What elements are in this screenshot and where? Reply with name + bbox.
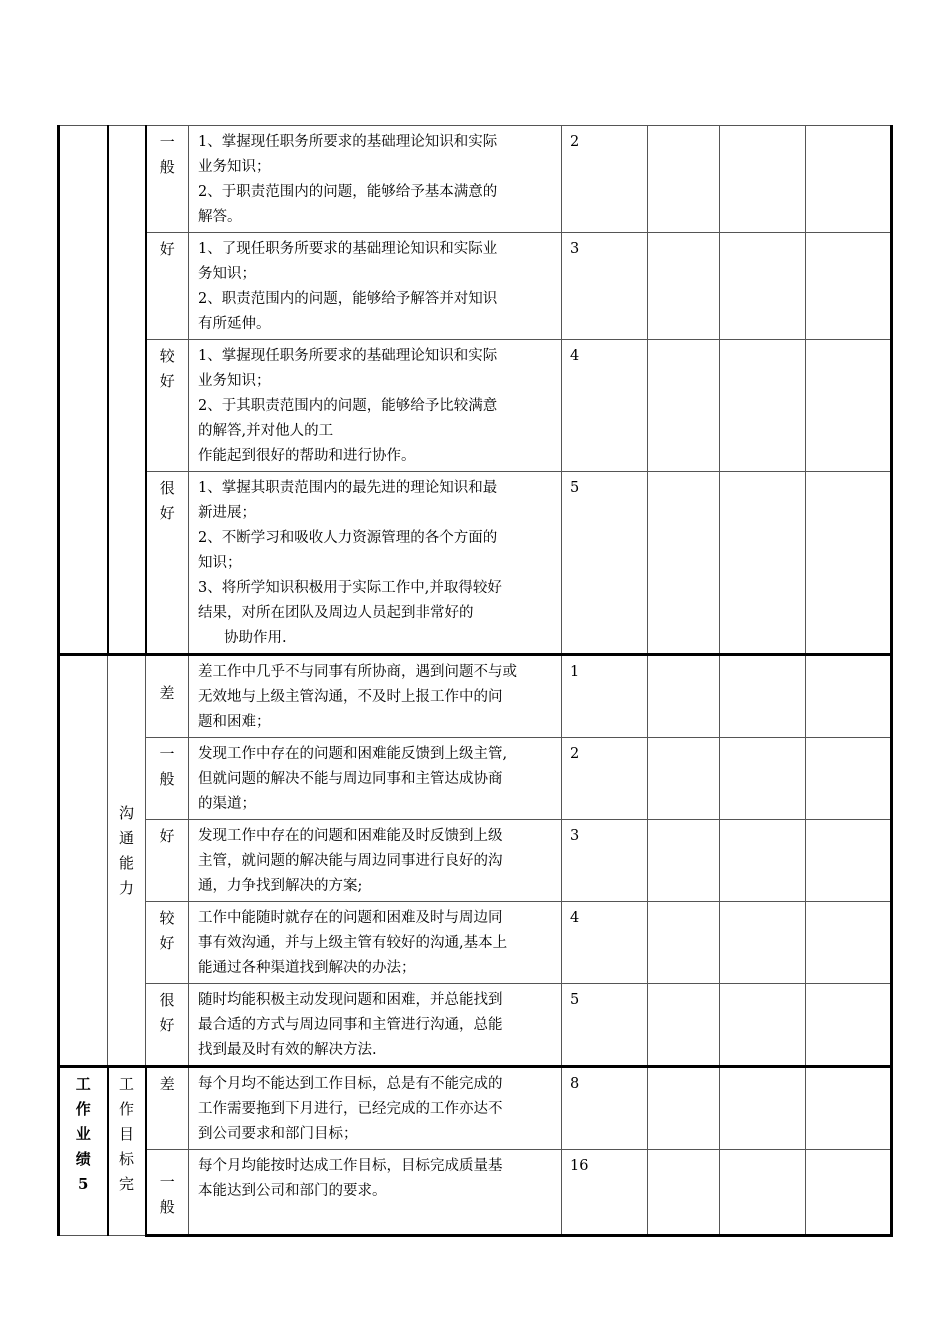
- score-cell: 5: [562, 472, 648, 655]
- level-label-char: 好: [159, 934, 175, 952]
- blank-cell: [806, 340, 892, 472]
- level-label-char: 好: [159, 504, 175, 522]
- description-line: 通，力争找到解决的方案;: [198, 878, 363, 894]
- blank-cell: [648, 1150, 720, 1236]
- level-label-char: 般: [159, 770, 175, 788]
- table-row: [59, 738, 892, 820]
- level-cell: [146, 820, 189, 902]
- blank-cell: [720, 472, 806, 655]
- description-line: 无效地与上级主管沟通，不及时上报工作中的问: [198, 689, 503, 705]
- blank-cell: [806, 233, 892, 340]
- communication-label: [108, 656, 145, 901]
- description-line: 每个月均能按时达成工作目标，目标完成质量基: [198, 1158, 503, 1174]
- description-line: 1、掌握其职责范围内的最先进的理论知识和最: [198, 480, 498, 496]
- description-line: 每个月均不能达到工作目标，总是有不能完成的: [198, 1076, 503, 1092]
- blank-cell: [720, 1067, 806, 1150]
- blank-cell: [720, 655, 806, 738]
- table-row: [59, 1150, 892, 1236]
- performance-category-char: 作: [75, 1100, 91, 1118]
- score-cell: 8: [562, 1067, 648, 1150]
- table-row: [59, 655, 892, 738]
- description-cell: [189, 340, 562, 472]
- description-line: 的渠道；: [198, 796, 256, 812]
- description-line: 随时均能积极主动发现问题和困难，并总能找到: [198, 992, 503, 1008]
- sub-category-cell: [108, 655, 146, 1067]
- level-cell: [146, 340, 189, 472]
- level-label-char: 一: [159, 1173, 175, 1191]
- level-cell: [146, 1067, 189, 1150]
- description-line: 1、了现任职务所要求的基础理论知识和实际业: [198, 241, 498, 257]
- level-cell: [146, 1150, 189, 1236]
- level-cell: [146, 472, 189, 655]
- score-cell: 5: [562, 984, 648, 1067]
- blank-cell: [720, 738, 806, 820]
- blank-cell: [806, 126, 892, 233]
- level-label-char: 一: [159, 745, 175, 763]
- blank-cell: [648, 472, 720, 655]
- level-cell: [146, 984, 189, 1067]
- table-row: [59, 233, 892, 340]
- score-cell: 2: [562, 738, 648, 820]
- score-cell: 16: [562, 1150, 648, 1236]
- description-cell: [189, 126, 562, 233]
- description-line: 但就问题的解决不能与周边同事和主管达成协商: [198, 771, 503, 787]
- description-line: 业务知识；: [198, 159, 271, 175]
- description-cell: [189, 902, 562, 984]
- blank-cell: [648, 738, 720, 820]
- blank-cell: [648, 126, 720, 233]
- description-line: 2、不断学习和吸收人力资源管理的各个方面的: [198, 530, 498, 546]
- level-label-char: 较: [159, 909, 175, 927]
- table-row: [59, 820, 892, 902]
- level-cell: [146, 655, 189, 738]
- table-body: [59, 126, 892, 1236]
- level-cell: [146, 738, 189, 820]
- description-line: 到公司要求和部门目标；: [198, 1126, 358, 1142]
- communication-label-char: 沟: [118, 804, 134, 822]
- description-line: 找到最及时有效的解决方法.: [198, 1042, 377, 1058]
- communication-label-char: 通: [118, 829, 134, 847]
- description-line: 业务知识；: [198, 373, 271, 389]
- blank-cell: [648, 233, 720, 340]
- description-line: 工作中能随时就存在的问题和困难及时与周边同: [198, 910, 503, 926]
- blank-cell: [720, 126, 806, 233]
- level-label-char: 般: [159, 1198, 175, 1216]
- blank-cell: [806, 984, 892, 1067]
- performance-sub-label-char: 完: [118, 1175, 134, 1193]
- description-line: 1、掌握现任职务所要求的基础理论知识和实际: [198, 134, 498, 150]
- description-line: 2、职责范围内的问题，能够给予解答并对知识: [198, 291, 498, 307]
- performance-category-char: 业: [75, 1125, 91, 1143]
- level-cell: [146, 233, 189, 340]
- blank-cell: [806, 1067, 892, 1150]
- description-line: 协助作用.: [224, 630, 287, 646]
- blank-cell: [720, 820, 806, 902]
- level-label: [147, 1068, 189, 1097]
- description-line: 主管，就问题的解决能与周边同事进行良好的沟: [198, 853, 503, 869]
- description-line: 差工作中几乎不与同事有所协商，遇到问题不与或: [198, 664, 517, 680]
- category-cell: [59, 126, 108, 655]
- performance-category-char: 绩: [75, 1150, 91, 1168]
- description-cell: [189, 1067, 562, 1150]
- table-row: [59, 340, 892, 472]
- description-cell: [189, 1150, 562, 1236]
- level-label: [146, 820, 188, 849]
- performance-sub-label-char: 作: [118, 1100, 134, 1118]
- performance-category-char: 5: [78, 1175, 89, 1193]
- description-line: 有所延伸。: [198, 316, 271, 332]
- blank-cell: [806, 655, 892, 738]
- level-label-char: 很: [159, 991, 175, 1009]
- score-cell: 1: [562, 655, 648, 738]
- level-label-char: 好: [159, 372, 175, 390]
- description-line: 结果，对所在团队及周边人员起到非常好的: [198, 605, 474, 621]
- blank-cell: [648, 984, 720, 1067]
- blank-cell: [720, 1150, 806, 1236]
- score-cell: 2: [562, 126, 648, 233]
- blank-cell: [720, 984, 806, 1067]
- blank-cell: [648, 340, 720, 472]
- blank-cell: [806, 820, 892, 902]
- description-line: 2、于职责范围内的问题，能够给予基本满意的: [198, 184, 498, 200]
- blank-cell: [806, 472, 892, 655]
- table-row: [59, 126, 892, 233]
- description-cell: [189, 472, 562, 655]
- performance-category: [60, 1068, 107, 1197]
- level-cell: [146, 902, 189, 984]
- level-label: [147, 233, 189, 262]
- blank-cell: [720, 233, 806, 340]
- level-label: [147, 340, 189, 394]
- performance-sub-label-char: 目: [118, 1125, 134, 1143]
- sub-category-cell: [108, 1067, 146, 1236]
- blank-cell: [648, 902, 720, 984]
- level-label-char: 差: [159, 1075, 175, 1093]
- level-label-char: 一: [159, 133, 175, 151]
- level-label: [147, 126, 189, 180]
- description-line: 解答。: [198, 209, 242, 225]
- evaluation-table: [57, 125, 893, 1237]
- level-label-char: 较: [159, 347, 175, 365]
- performance-sub-label: [109, 1068, 145, 1197]
- level-label-char: 差: [159, 684, 175, 702]
- blank-cell: [806, 902, 892, 984]
- performance-sub-label-char: 工: [118, 1075, 134, 1093]
- blank-cell: [648, 1067, 720, 1150]
- communication-label-char: 能: [118, 854, 134, 872]
- description-line: 的解答,并对他人的工: [198, 423, 334, 439]
- blank-cell: [648, 820, 720, 902]
- description-line: 知识；: [198, 555, 242, 571]
- score-cell: 4: [562, 340, 648, 472]
- communication-label-char: 力: [118, 879, 134, 897]
- level-label: [146, 656, 188, 706]
- description-line: 1、掌握现任职务所要求的基础理论知识和实际: [198, 348, 498, 364]
- level-label-char: 很: [159, 479, 175, 497]
- description-cell: [189, 655, 562, 738]
- description-line: 务知识；: [198, 266, 256, 282]
- performance-category-char: 工: [75, 1075, 91, 1093]
- description-line: 事有效沟通，并与上级主管有较好的沟通,基本上: [198, 935, 508, 951]
- level-cell: [146, 126, 189, 233]
- level-label: [146, 738, 188, 792]
- level-label-char: 好: [159, 240, 175, 258]
- description-line: 工作需要拖到下月进行，已经完成的工作亦达不: [198, 1101, 503, 1117]
- description-line: 本能达到公司和部门的要求。: [198, 1183, 387, 1199]
- description-cell: [189, 820, 562, 902]
- description-line: 新进展；: [198, 505, 256, 521]
- table-row: [59, 902, 892, 984]
- level-label: [146, 902, 188, 956]
- blank-cell: [720, 340, 806, 472]
- blank-cell: [648, 655, 720, 738]
- level-label-char: 好: [159, 1016, 175, 1034]
- score-cell: 3: [562, 233, 648, 340]
- description-cell: [189, 984, 562, 1067]
- blank-cell: [720, 902, 806, 984]
- blank-cell: [806, 738, 892, 820]
- table-row: [59, 1067, 892, 1150]
- description-line: 作能起到很好的帮助和进行协作。: [198, 448, 416, 464]
- description-cell: [189, 738, 562, 820]
- level-label: [146, 984, 188, 1038]
- level-label: [147, 472, 189, 526]
- description-line: 最合适的方式与周边同事和主管进行沟通，总能: [198, 1017, 503, 1033]
- table-row: [59, 472, 892, 655]
- score-cell: 4: [562, 902, 648, 984]
- description-line: 能通过各种渠道找到解决的办法；: [198, 960, 416, 976]
- level-label-char: 好: [159, 827, 175, 845]
- blank-cell: [806, 1150, 892, 1236]
- description-line: 3、将所学知识积极用于实际工作中,并取得较好: [198, 580, 502, 596]
- description-line: 题和困难；: [198, 714, 271, 730]
- description-line: 发现工作中存在的问题和困难能反馈到上级主管,: [198, 746, 508, 762]
- level-label-char: 般: [159, 158, 175, 176]
- level-label: [147, 1150, 189, 1220]
- description-line: 2、于其职责范围内的问题，能够给予比较满意: [198, 398, 498, 414]
- performance-sub-label-char: 标: [118, 1150, 134, 1168]
- description-cell: [189, 233, 562, 340]
- category-cell: [59, 655, 108, 1067]
- sub-category-cell: [108, 126, 146, 655]
- category-cell: [59, 1067, 108, 1236]
- table-row: [59, 984, 892, 1067]
- description-line: 发现工作中存在的问题和困难能及时反馈到上级: [198, 828, 503, 844]
- score-cell: 3: [562, 820, 648, 902]
